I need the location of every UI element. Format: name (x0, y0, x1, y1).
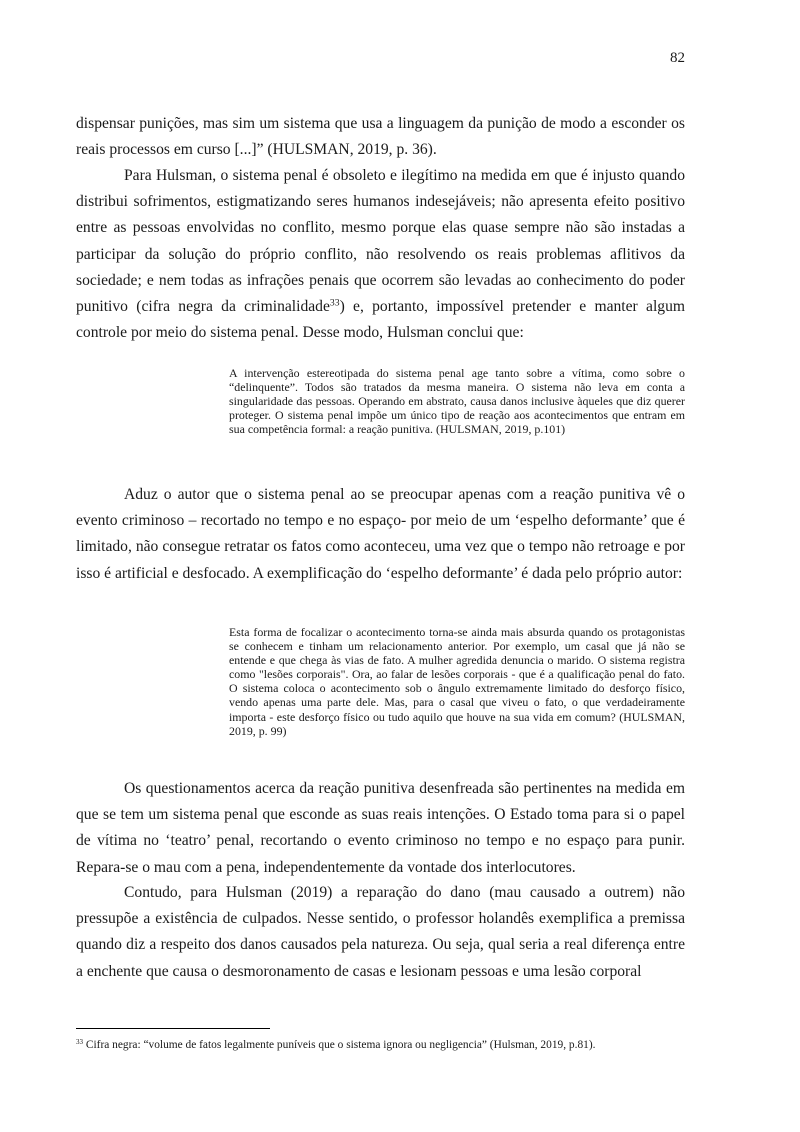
block-quote-1: A intervenção estereotipada do sistema penal age tanto sobre a vítima, como sobre o “delinquente”. Todos são tratados da mesma maneira. O sistema não leva em conta a singularidade das pessoas. Operando em abstrato, causa danos inclusive àqueles que diz querer proteger. O sistema penal impõe um único tipo de reação aos acontecimentos que entram em sua competência formal: a reação punitiva. (HULSMAN, 2019, p.101) (229, 366, 685, 437)
footnote-33 (76, 1038, 696, 1052)
paragraph-4: Os questionamentos acerca da reação punitiva desenfreada são pertinentes na medida em que se tem um sistema penal que esconde as suas reais intenções. O Estado toma para si o papel de vítima no ‘teatro’ penal, recortando o evento criminoso no tempo e no espaço para punir. Repara-se o mau com a pena, independentemente da vontade dos interlocutores. (76, 780, 685, 876)
footnote-separator (76, 1028, 270, 1029)
paragraph-2-text-a: Para Hulsman, o sistema penal é obsoleto e ilegítimo na medida em que é injusto quando distribui sofrimentos, estigmatizando seres humanos indesejáveis; não apresenta efeito positivo entre as pessoas envolvidas no conflito, mesmo porque elas quase sempre não são instadas a participar da solução do próprio conflito, não resolvendo os reais problemas aflitivos da sociedade; e nem todas as infrações penais que ocorrem são levadas ao conhecimento do poder punitivo (cifra negra da criminalidade (76, 167, 685, 316)
paragraph-5: Contudo, para Hulsman (2019) a reparação do dano (mau causado a outrem) não pressupõe a existência de culpados. Nesse sentido, o professor holandês exemplifica a premissa quando diz a respeito dos danos causados pela natureza. Ou seja, qual seria a real diferença entre a enchente que causa o desmoronamento de casas e lesionam pessoas e uma lesão corporal (76, 884, 685, 980)
footnote-reference-33: 33 (329, 297, 340, 309)
paragraph-1: dispensar punições, mas sim um sistema que usa a linguagem da punição de modo a esconder os reais processos em curso [...]” (HULSMAN, 2019, p. 36). (76, 115, 685, 159)
paragraph-2-text-b: ) e, portanto, impossível pretender e manter algum controle por meio do sistema penal. Desse modo, Hulsman conclui que: (76, 298, 685, 342)
block-quote-2: Esta forma de focalizar o acontecimento torna-se ainda mais absurda quando os protagonistas se conhecem e tinham um relacionamento anterior. Por exemplo, um casal que já não se entende e que chega às vias de fato. A mulher agredida denuncia o marido. O sistema registra como "lesões corporais". Ora, ao falar de lesões corporais - que é a qualificação penal do fato. O sistema coloca o acontecimento sob o ângulo extremamente limitado do desforço físico, vendo apenas uma parte dele. Mas, para o casal que viveu o fato, o que verdadeiramente importa - este desforço físico ou tudo aquilo que houve na sua vida em comum? (HULSMAN, 2019, p. 99) (229, 625, 685, 738)
footnote-text: Cifra negra: “volume de fatos legalmente puníveis que o sistema ignora ou negligencia” (Hulsman, 2019, p.81). (83, 1039, 596, 1051)
page-number: 82 (670, 50, 685, 66)
paragraph-3: Aduz o autor que o sistema penal ao se preocupar apenas com a reação punitiva vê o evento criminoso – recortado no tempo e no espaço- por meio de um ‘espelho deformante’ que é limitado, não consegue retratar os fatos como aconteceu, uma vez que o tempo não retroage e por isso é artificial e desfocado. A exemplificação do ‘espelho deformante’ é dada pelo próprio autor: (76, 486, 685, 582)
footnote-number: 33 (76, 1038, 84, 1047)
paragraph-2 (76, 163, 685, 346)
